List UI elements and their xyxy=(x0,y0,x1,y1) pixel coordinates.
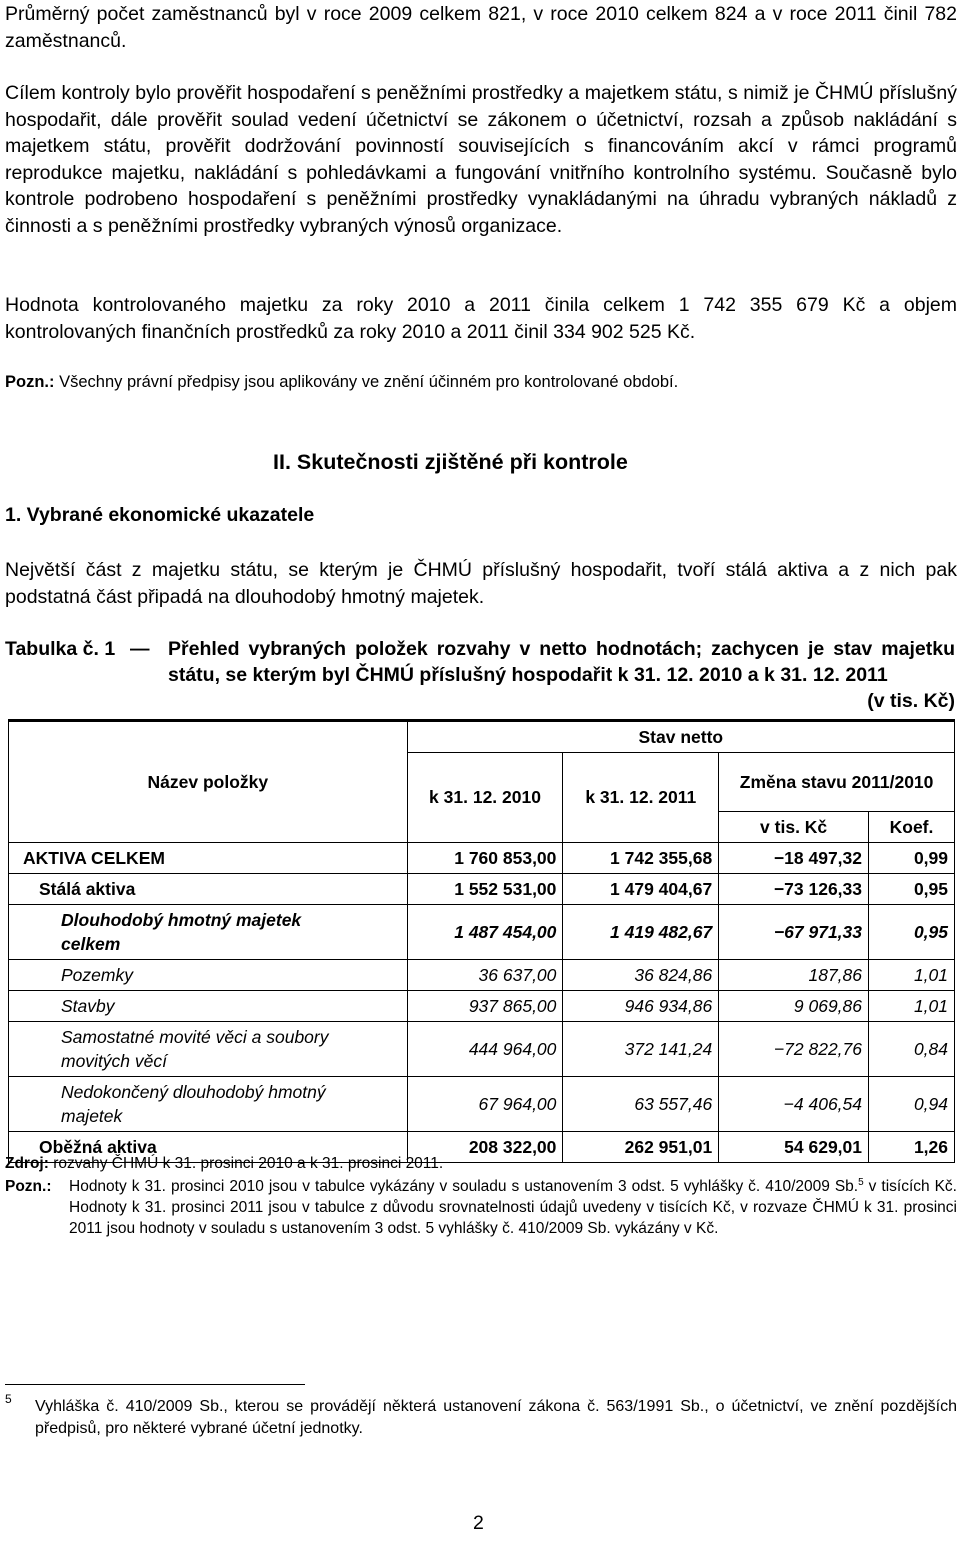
row-value-2011: 946 934,86 xyxy=(563,991,719,1022)
note-values-label: Pozn.: xyxy=(5,1178,52,1195)
row-name: Nedokončený dlouhodobý hmotný majetek xyxy=(9,1077,408,1132)
row-change: −73 126,33 xyxy=(719,874,869,905)
header-change: Změna stavu 2011/2010 xyxy=(719,753,955,812)
table-source xyxy=(5,1153,957,1174)
paragraph-objective-part1: Cílem kontroly bylo prověřit hospodaření s peněžními prostředky a majetkem státu, s nimiž je ČHMÚ příslušný hospodařit, dále prověřit soulad vedení účetnictví se zákonem o účetnictví, rozsah a způsob nakládání s majetkem státu, prověřit dodržování povinností souvisejících s financováním akcí v rámci programů reprodukce majetku, nakládání s pohledávkami a fungování vnitřního kontrolního systému. xyxy=(5,82,957,184)
table-row xyxy=(9,1022,955,1077)
note-legal xyxy=(5,372,957,392)
table-caption-unit: (v tis. Kč) xyxy=(867,690,955,712)
section-heading: II. Skutečnosti zjištěné při kontrole xyxy=(273,450,628,474)
row-coef: 0,95 xyxy=(869,874,955,905)
row-value-2010: 444 964,00 xyxy=(407,1022,563,1077)
row-value-2011: 1 419 482,67 xyxy=(563,905,719,960)
table-row xyxy=(9,905,955,960)
row-value-2011: 1 479 404,67 xyxy=(563,874,719,905)
row-value-2011: 1 742 355,68 xyxy=(563,843,719,874)
row-value-2011: 63 557,46 xyxy=(563,1077,719,1132)
row-change: −18 497,32 xyxy=(719,843,869,874)
row-change: 54 629,01 xyxy=(719,1132,869,1163)
row-value-2010: 937 865,00 xyxy=(407,991,563,1022)
row-coef: 0,95 xyxy=(869,905,955,960)
source-text: rozvahy ČHMÚ k 31. prosinci 2010 a k 31. prosinci 2011. xyxy=(53,1155,444,1172)
header-2011: k 31. 12. 2011 xyxy=(563,753,719,843)
table-row xyxy=(9,1077,955,1132)
row-name: Dlouhodobý hmotný majetek celkem xyxy=(9,905,408,960)
row-change: −4 406,54 xyxy=(719,1077,869,1132)
header-change-coef: Koef. xyxy=(869,812,955,843)
header-2010: k 31. 12. 2010 xyxy=(407,753,563,843)
note-values-text: Hodnoty k 31. prosinci 2010 jsou v tabulce vykázány v souladu s ustanovením 3 odst. 5 vyhlášky č. 410/2009 Sb.$^5$ v tisících Kč. Hodnoty k 31. prosinci 2011 jsou v tabulce z důvodu srovnatelnosti údajů uvedeny v tisících Kč, v rozvaze ČHMÚ k 31. prosinci 2011 jsou hodnoty v souladu s ustanovením 3 odst. 5 vyhlášky č. 410/2009 Sb. vykázány v Kč. xyxy=(69,1176,957,1237)
row-coef: 1,01 xyxy=(869,960,955,991)
table-row xyxy=(9,874,955,905)
paragraph-employees: Průměrný počet zaměstnanců byl v roce 2009 celkem 821, v roce 2010 celkem 824 a v roce 2011 činil 782 zaměstnanců. xyxy=(5,3,957,52)
row-name: Oběžná aktiva xyxy=(9,1132,408,1163)
row-value-2010: 1 760 853,00 xyxy=(407,843,563,874)
row-change: −72 822,76 xyxy=(719,1022,869,1077)
row-value-2010: 36 637,00 xyxy=(407,960,563,991)
row-value-2010: 1 552 531,00 xyxy=(407,874,563,905)
footnote-mark: 5 xyxy=(5,1392,12,1406)
row-change: 187,86 xyxy=(719,960,869,991)
balance-sheet-table xyxy=(8,719,955,1163)
header-item-name: Název položky xyxy=(9,721,408,843)
row-value-2010: 67 964,00 xyxy=(407,1077,563,1132)
paragraph-values: Hodnota kontrolovaného majetku za roky 2010 a 2011 činila celkem 1 742 355 679 Kč a objem kontrolovaných finančních prostředků za roky 2010 a 2011 činil 334 902 525 Kč. xyxy=(5,294,957,343)
header-netto-state: Stav netto xyxy=(407,721,954,753)
row-coef: 1,01 xyxy=(869,991,955,1022)
row-coef: 0,94 xyxy=(869,1077,955,1132)
footnote-text: Vyhláška č. 410/2009 Sb., kterou se provádějí některá ustanovení zákona č. 563/1991 Sb., o účetnictví, ve znění pozdějších předpisů, pro některé vybrané účetní jednotky. xyxy=(35,1398,957,1437)
row-coef: 1,26 xyxy=(869,1132,955,1163)
row-value-2011: 372 141,24 xyxy=(563,1022,719,1077)
row-name: AKTIVA CELKEM xyxy=(9,843,408,874)
footnote-separator xyxy=(5,1384,305,1385)
table-caption-dash: — xyxy=(130,638,150,660)
row-value-2010: 1 487 454,00 xyxy=(407,905,563,960)
subsection-heading: 1. Vybrané ekonomické ukazatele xyxy=(5,504,315,526)
table-caption-label: Tabulka č. 1 xyxy=(5,638,116,660)
row-name: Pozemky xyxy=(9,960,408,991)
header-change-abs: v tis. Kč xyxy=(719,812,869,843)
row-name: Stavby xyxy=(9,991,408,1022)
table-row xyxy=(9,991,955,1022)
table-row xyxy=(9,843,955,874)
footnote-ref: 5 xyxy=(858,1176,864,1188)
table-row xyxy=(9,960,955,991)
row-change: 9 069,86 xyxy=(719,991,869,1022)
row-coef: 0,84 xyxy=(869,1022,955,1077)
page-number: 2 xyxy=(473,1512,484,1534)
row-name: Samostatné movité věci a soubory movitých věcí xyxy=(9,1022,408,1077)
paragraph-objective xyxy=(5,80,957,239)
row-coef: 0,99 xyxy=(869,843,955,874)
row-value-2011: 36 824,86 xyxy=(563,960,719,991)
paragraph-assets: Největší část z majetku státu, se kterým je ČHMÚ příslušný hospodařit, tvoří stálá aktiva a z nich pak podstatná část připadá na dlouhodobý hmotný majetek. xyxy=(5,559,957,608)
row-name: Stálá aktiva xyxy=(9,874,408,905)
row-value-2010: 208 322,00 xyxy=(407,1132,563,1163)
source-label: Zdroj: xyxy=(5,1155,49,1172)
row-change: −67 971,33 xyxy=(719,905,869,960)
note-legal-text: Všechny právní předpisy jsou aplikovány ve znění účinném pro kontrolované období. xyxy=(59,373,679,391)
note-legal-label: Pozn.: xyxy=(5,373,55,391)
paragraph-objective-part2: Současně bylo kontrole podrobeno hospodaření s peněžními prostředky vynakládanými na úhradu vybraných nákladů z činnosti a s peněžními prostředky vybraných výnosů organizace. xyxy=(5,161,958,237)
row-value-2011: 262 951,01 xyxy=(563,1132,719,1163)
table-caption-text: Přehled vybraných položek rozvahy v netto hodnotách; zachycen je stav majetku státu, se kterým byl ČHMÚ příslušný hospodařit k 31. 12. 2010 a k 31. 12. 2011 (v tis. Kč) xyxy=(168,638,955,712)
